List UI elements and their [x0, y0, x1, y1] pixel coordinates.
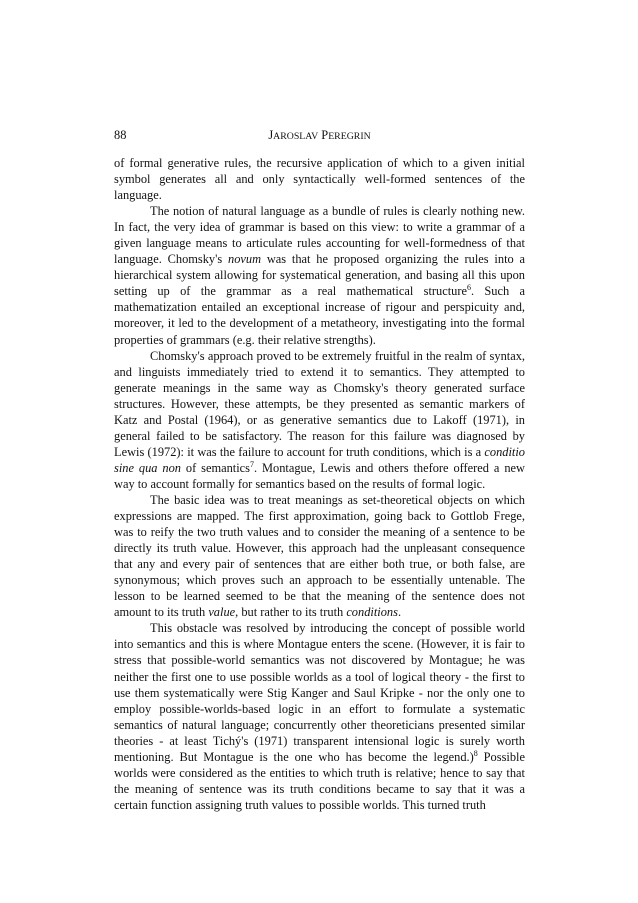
paragraph-3-text-d: . Montague, Lewis and others thefore offered a new way to account formally for semantics based on the results of formal logic.	[114, 460, 525, 491]
author-rest-first: AROSLAV	[273, 131, 319, 142]
paragraph-4-italic-conditions: conditions	[346, 605, 398, 620]
body-text	[114, 155, 525, 813]
footnote-ref-8[interactable]: 8	[473, 748, 478, 758]
paragraph-4	[114, 492, 525, 620]
paragraph-4-text-a: The basic idea was to treat meanings as set-theoretical objects on which expressions are mapped. The first approximation, going back to Gottlob Frege, was to reify the two truth values and to consider the meaning of a sentence to be directly its truth value. However, this approach had the unpleasant consequence that any and every pair of sentences that are either both true, or both false, are synonymous; which proves such an approach to be essentially untenable. The lesson to be learned seemed to be that the meaning of the sentence does not amount to its truth	[114, 492, 525, 620]
paragraph-5	[114, 620, 525, 813]
paragraph-2	[114, 203, 525, 347]
paragraph-3-text-c: of semantics	[180, 460, 250, 475]
paragraph-1-text: of formal generative rules, the recursive application of which to a given initial symbol generates all and only syntactically well-formed sentences of the language.	[114, 156, 525, 203]
author-initial-first: J	[268, 128, 274, 142]
paragraph-2-text-a: The notion of natural language as a bundle of rules is clearly nothing new. In fact, the very idea of grammar is based on this view: to write a grammar of a given language means to articulate rules accounting for well-formedness of that language. Chomsky's	[114, 204, 525, 267]
paragraph-2-text-c: was that he proposed organizing the rules into a hierarchical system allowing for systematical generation, and basing all this upon setting up of the grammar as a real mathematical structure	[114, 252, 526, 299]
paragraph-3	[114, 348, 525, 492]
paragraph-5-text-a: This obstacle was resolved by introducing the concept of possible world into semantics and this is where Montague enters the scene. (However, it is fair to stress that possible-world semantics was not discovered by Montague; he was neither the first one to use possible worlds as a tool of logical theory - the first to use them systematically were Stig Kanger and Saul Kripke - nor the only one to employ possible-worlds-based logic in an effort to formulate a systematic semantics of natural language; concurrently other theoreticians presented similar theories - at least Tichý's (1971) transparent intensional logic is surely worth mentioning. But Montague is the one who has become the legend.)	[114, 621, 525, 764]
paragraph-2-italic-novum: novum	[228, 252, 262, 267]
paragraph-1	[114, 155, 525, 203]
paragraph-5-text-b: Possible worlds were considered as the entities to which truth is relative; hence to say that the meaning of sentence was its truth conditions became to say that it was a certain function assigning truth values to possible worlds. This turned truth	[114, 749, 525, 812]
footnote-ref-7[interactable]: 7	[249, 459, 254, 469]
paragraph-4-text-e: .	[397, 605, 402, 620]
author-initial-last: P	[321, 128, 329, 142]
running-head-author	[114, 126, 525, 146]
paragraph-4-text-c: , but rather to its truth	[235, 605, 347, 620]
page-number: 88	[114, 128, 127, 142]
footnote-ref-6[interactable]: 6	[466, 283, 471, 293]
paragraph-4-italic-value: value	[208, 605, 236, 620]
author-rest-last: EREGRIN	[328, 131, 371, 142]
paragraph-2-text-d: . Such a mathematization entailed an exceptional increase of rigour and perspicuity and, moreover, it led to the development of a metatheory, investigating into the formal properties of grammars (e.g. their relative strengths).	[114, 284, 526, 347]
running-header	[114, 126, 525, 144]
paragraph-3-italic-conditio: conditio sine qua non	[114, 444, 525, 475]
paragraph-3-text-a: Chomsky's approach proved to be extremely fruitful in the realm of syntax, and linguists immediately tried to extend it to semantics. They attempted to generate meanings in the same way as Chomsky's theory generated surface structures. However, these attempts, be they presented as semantic markers of Katz and Postal (1964), or as generative semantics due to Lakoff (1971), in general failed to be satisfactory. The reason for this failure was diagnosed by Lewis (1972): it was the failure to account for truth conditions, which is a	[114, 348, 525, 459]
